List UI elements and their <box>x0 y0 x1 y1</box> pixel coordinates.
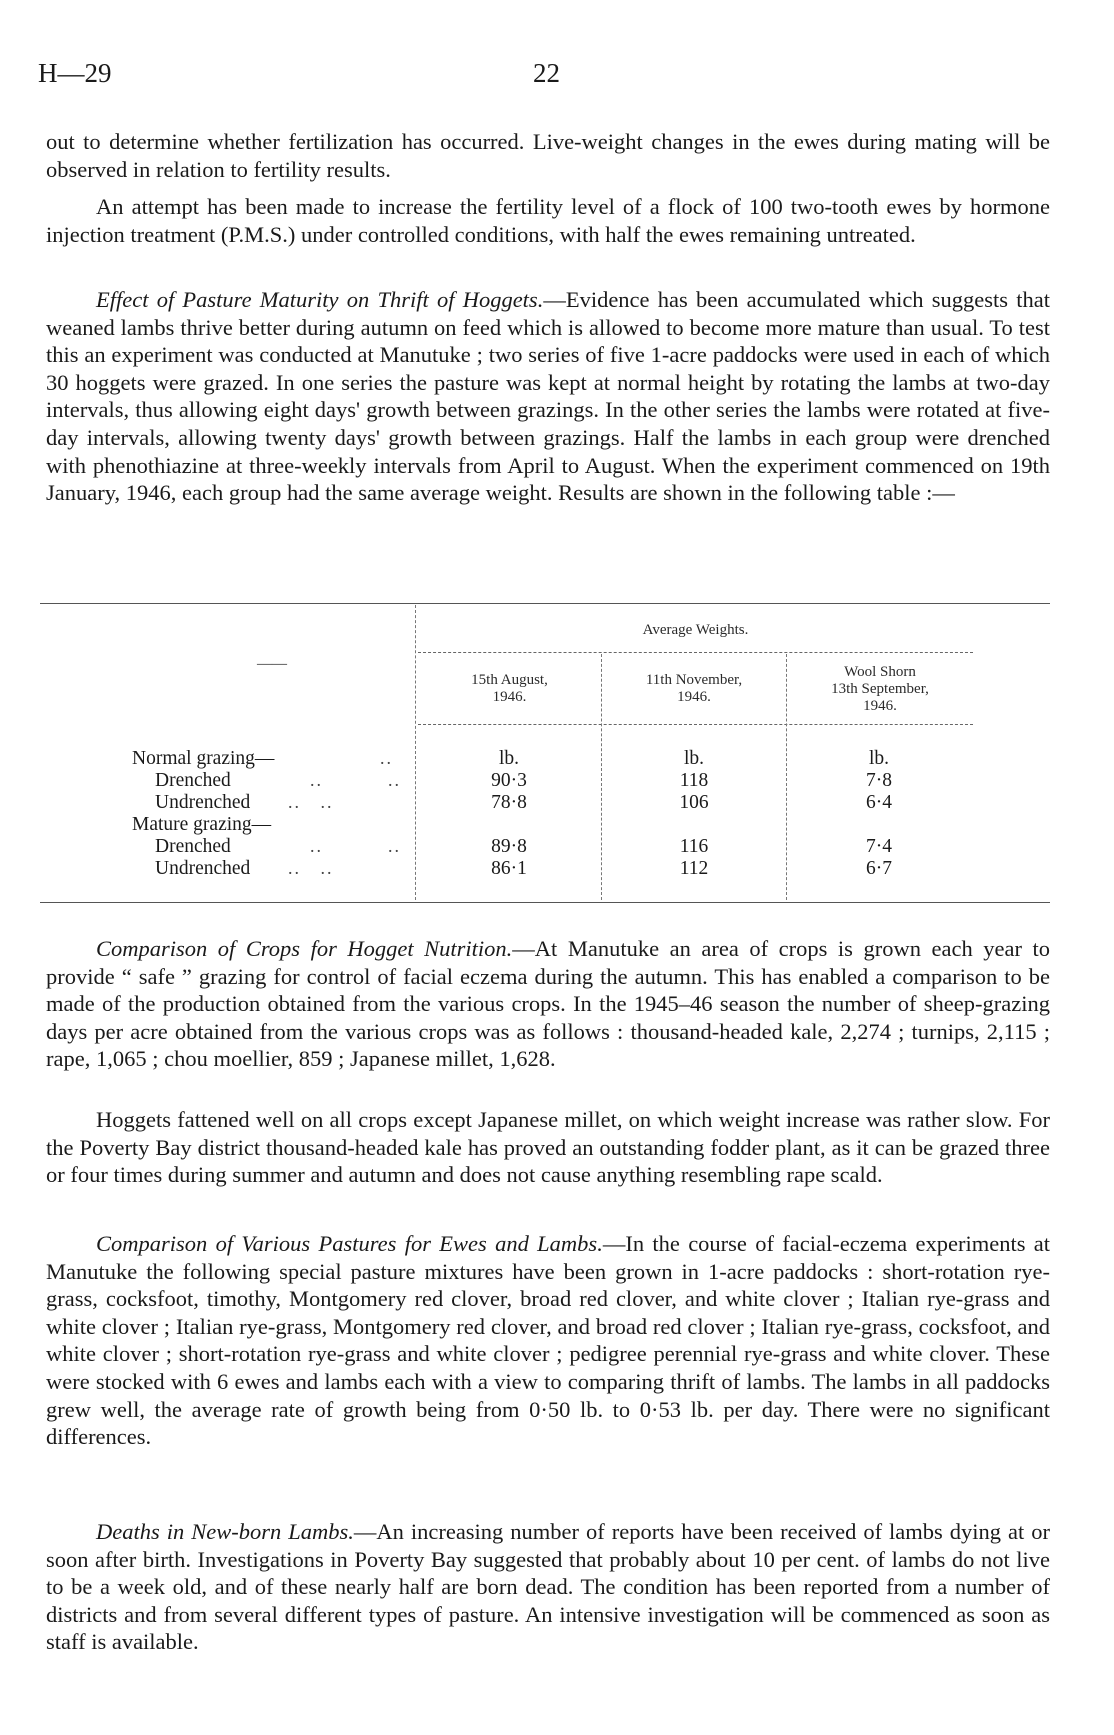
leader-dots: .. .. <box>310 770 401 790</box>
paragraph-2: An attempt has been made to increase the fertility level of a flock of 100 two-tooth ewes by hormone injection treatment (P.M.S.) under controlled conditions, with half the ewes remaining untreated. <box>46 194 1050 247</box>
paragraph-6-title: Comparison of Various Pastures for Ewes and Lambs. <box>96 1231 603 1256</box>
stub-header: —— <box>257 656 287 672</box>
leader-dots: .. <box>380 748 393 768</box>
page-number: 22 <box>533 58 560 88</box>
unit-label: lb. <box>868 748 890 769</box>
table-cell: 7·4 <box>866 836 892 857</box>
paragraph-7 <box>46 1518 1050 1656</box>
table-cell: 6·4 <box>866 792 892 813</box>
leader-dots: .. .. <box>288 792 334 812</box>
group-header: Average Weights. <box>642 622 749 638</box>
table-cell: 6·7 <box>866 858 892 879</box>
table-cell: 78·8 <box>491 792 527 813</box>
paragraph-7-body: —An increasing number of reports have been received of lambs dying at or soon after birth. Investigations in Poverty Bay suggested that probably about 10 per cent. of lambs do not live to be a week old, and of these nearly half are born dead. The condition has been reported from a number of districts and from several different types of pasture. An intensive investigation will be commenced as soon as staff is available. <box>46 1519 1050 1655</box>
paragraph-7-title: Deaths in New-born Lambs. <box>96 1519 354 1544</box>
table-cell: 86·1 <box>491 858 527 879</box>
paragraph-1: out to determine whether fertilization has occurred. Live-weight changes in the ewes during mating will be observed in relation to fertility results. <box>46 129 1050 182</box>
table-cell: 118 <box>679 770 709 791</box>
leader-dots: .. .. <box>288 858 334 878</box>
paragraph-4-title: Comparison of Crops for Hogget Nutrition. <box>96 936 513 961</box>
table-cell: 89·8 <box>491 836 527 857</box>
paragraph-4 <box>46 935 1050 1073</box>
paragraph-6-body: —In the course of facial-eczema experiments at Manutuke the following special pasture mixtures have been grown in 1-acre paddocks : short-rotation rye-grass, cocksfoot, timothy, Montgomery red clover, broad red clover, and white clover ; Italian rye-grass and white clover ; Italian rye-grass, Montgomery red clover, and broad red clover ; Italian rye-grass, cocksfoot, and white clover ; short-rotation rye-grass and white clover ; pedigree perennial rye-grass and white clover. These were stocked with 6 ewes and lambs each with a view to comparing thrift of lambs. The lambs in all paddocks grew well, the average rate of growth being from 0·50 lb. to 0·53 lb. per day. There were no significant differences. <box>46 1231 1051 1450</box>
row-label: Undrenched <box>155 792 251 813</box>
table-cell: 7·8 <box>866 770 892 791</box>
table-cell: 90·3 <box>491 770 527 791</box>
table-cell: 116 <box>679 836 709 857</box>
column-divider-2 <box>786 654 787 900</box>
paragraph-3 <box>46 286 1050 507</box>
header-bottom-rule <box>418 724 973 725</box>
row-label: Undrenched <box>155 858 251 879</box>
paragraph-6 <box>46 1230 1050 1451</box>
column-divider-1 <box>601 654 602 900</box>
row-label: Drenched <box>155 836 231 857</box>
row-label: Normal grazing— <box>132 748 275 769</box>
paragraph-3-body: —Evidence has been accumulated which suggests that weaned lambs thrive better during autumn on feed which is allowed to become more mature than usual. To test this an experiment was conducted at Manutuke ; two series of five 1-acre paddocks were used in each of which 30 hoggets were grazed. In one series the pasture was kept at normal height by rotating the lambs at two-day intervals, thus allowing eight days' growth between grazings. In the other series the lambs were rotated at five-day intervals, allowing twenty days' growth between grazings. Half the lambs in each group were drenched with phenothiazine at three-weekly intervals from April to August. When the experiment commenced on 19th January, 1946, each group had the same average weight. Results are shown in the following table :— <box>46 287 1051 506</box>
row-label: Drenched <box>155 770 231 791</box>
table-cell: 106 <box>679 792 709 813</box>
paragraph-5: Hoggets fattened well on all crops except Japanese millet, on which weight increase was rather slow. For the Poverty Bay district thousand-headed kale has proved an outstanding fodder plant, as it can be grazed three or four times during summer and autumn and does not cause anything resembling rape scald. <box>46 1107 1050 1188</box>
row-label: Mature grazing— <box>132 814 272 835</box>
unit-label: lb. <box>683 748 705 769</box>
unit-label: lb. <box>498 748 520 769</box>
table-top-rule <box>40 603 1050 604</box>
leader-dots: .. .. <box>310 836 401 856</box>
table-bottom-rule <box>40 902 1050 903</box>
column-header-aug: 15th August, 1946. <box>471 672 548 705</box>
stub-divider <box>415 605 416 900</box>
group-header-rule <box>418 652 973 653</box>
column-header-wool: Wool Shorn 13th September, 1946. <box>831 664 929 714</box>
page-header <box>0 58 1114 98</box>
column-header-nov: 11th November, 1946. <box>645 672 743 705</box>
paragraph-4-body: —At Manutuke an area of crops is grown each year to provide “ safe ” grazing for control of facial eczema during the autumn. This has enabled a comparison to be made of the production obtained from the various crops. In the 1945–46 season the number of sheep-grazing days per acre obtained from the various crops was as follows : thousand-headed kale, 2,274 ; turnips, 2,115 ; rape, 1,065 ; chou moellier, 859 ; Japanese millet, 1,628. <box>46 936 1051 1072</box>
document-reference: H—29 <box>38 58 112 88</box>
paragraph-3-title: Effect of Pasture Maturity on Thrift of Hoggets. <box>96 287 544 312</box>
table-cell: 112 <box>679 858 709 879</box>
